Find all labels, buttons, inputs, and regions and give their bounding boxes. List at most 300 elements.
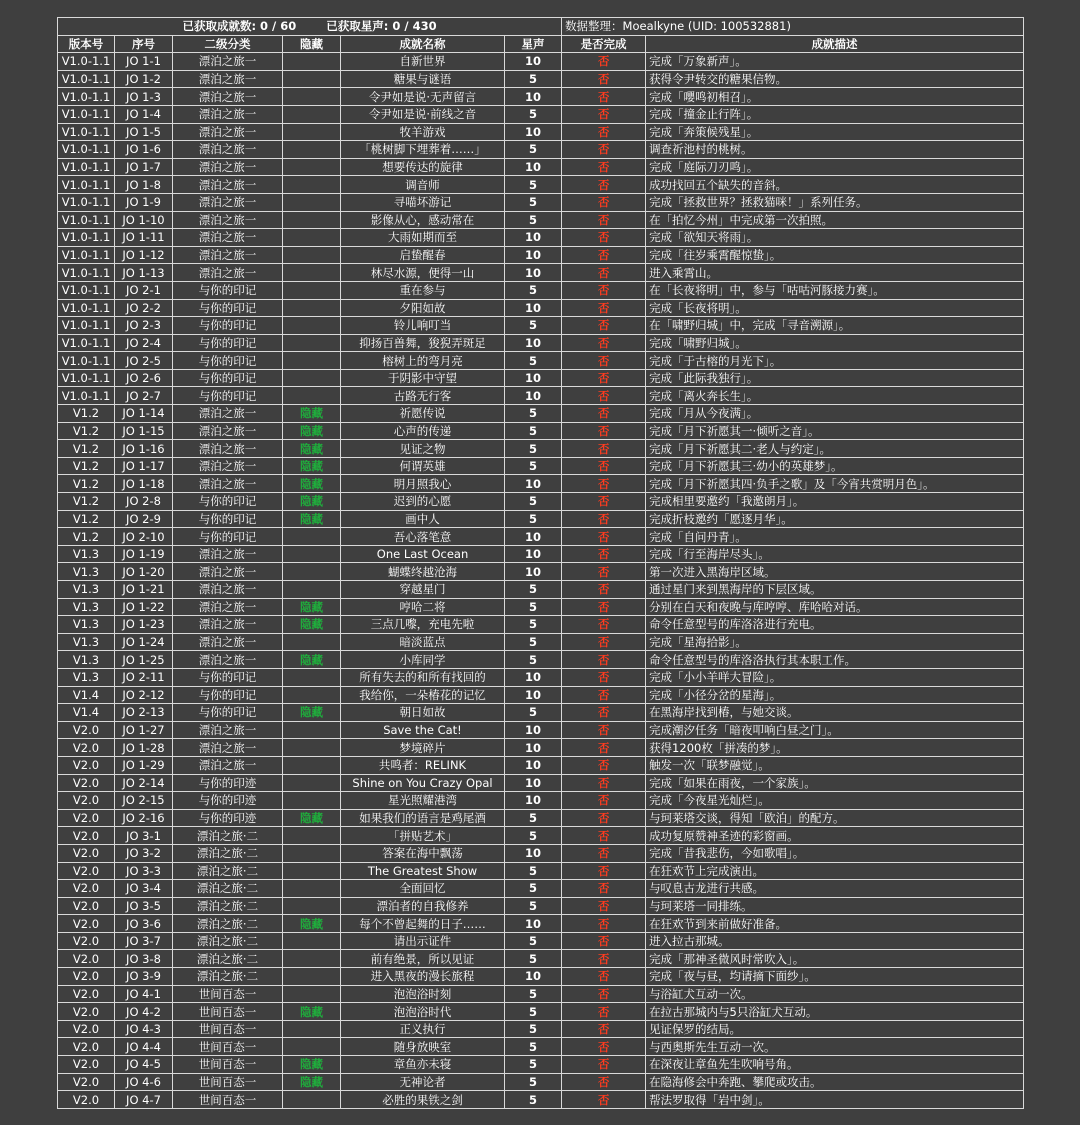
cell-desc: 在隐海修会中奔跑、攀爬或攻击。	[646, 1073, 1024, 1091]
cell-done: 否	[562, 317, 646, 335]
cell-done: 否	[562, 246, 646, 264]
cell-category: 漂泊之旅·二	[173, 880, 283, 898]
cell-seq: JO 3-4	[115, 880, 173, 898]
cell-done: 否	[562, 457, 646, 475]
table-row	[58, 475, 1024, 493]
cell-hidden: 隐藏	[283, 475, 341, 493]
cell-desc: 完成折枝邀约「愿逐月华」。	[646, 510, 1024, 528]
cell-hidden	[283, 246, 341, 264]
cell-category: 世间百态一	[173, 1091, 283, 1109]
cell-seq: JO 2-10	[115, 528, 173, 546]
cell-seq: JO 1-19	[115, 545, 173, 563]
cell-hidden	[283, 369, 341, 387]
cell-stars: 5	[505, 493, 562, 511]
cell-hidden	[283, 721, 341, 739]
cell-seq: JO 1-12	[115, 246, 173, 264]
cell-hidden	[283, 528, 341, 546]
cell-category: 漂泊之旅一	[173, 598, 283, 616]
cell-hidden	[283, 141, 341, 159]
table-row	[58, 985, 1024, 1003]
cell-category: 漂泊之旅·二	[173, 862, 283, 880]
cell-seq: JO 4-4	[115, 1038, 173, 1056]
cell-version: V2.0	[58, 827, 115, 845]
cell-desc: 与珂莱塔交谈，得知「欧泊」的配方。	[646, 809, 1024, 827]
cell-category: 漂泊之旅一	[173, 88, 283, 106]
table-row	[58, 844, 1024, 862]
cell-category: 漂泊之旅一	[173, 457, 283, 475]
table-row	[58, 246, 1024, 264]
cell-desc: 在深夜让章鱼先生吹响号角。	[646, 1056, 1024, 1074]
cell-seq: JO 1-17	[115, 457, 173, 475]
table-row	[58, 897, 1024, 915]
cell-seq: JO 1-3	[115, 88, 173, 106]
table-row	[58, 721, 1024, 739]
cell-category: 世间百态一	[173, 985, 283, 1003]
cell-category: 漂泊之旅·二	[173, 915, 283, 933]
cell-version: V1.0-1.1	[58, 123, 115, 141]
cell-hidden	[283, 176, 341, 194]
cell-category: 漂泊之旅一	[173, 246, 283, 264]
cell-version: V2.0	[58, 1073, 115, 1091]
cell-stars: 5	[505, 1091, 562, 1109]
cell-hidden: 隐藏	[283, 405, 341, 423]
cell-done: 否	[562, 704, 646, 722]
cell-name: 我给你，一朵椿花的记忆	[341, 686, 505, 704]
cell-done: 否	[562, 862, 646, 880]
cell-seq: JO 1-22	[115, 598, 173, 616]
cell-hidden: 隐藏	[283, 1073, 341, 1091]
cell-stars: 5	[505, 317, 562, 335]
cell-done: 否	[562, 792, 646, 810]
cell-done: 否	[562, 774, 646, 792]
cell-desc: 完成相里要邀约「我邀朗月」。	[646, 493, 1024, 511]
table-row	[58, 123, 1024, 141]
cell-name: 每个不曾起舞的日子……	[341, 915, 505, 933]
table-row	[58, 1038, 1024, 1056]
cell-done: 否	[562, 545, 646, 563]
cell-stars: 10	[505, 264, 562, 282]
cell-done: 否	[562, 598, 646, 616]
cell-name: 前有绝景，所以见证	[341, 950, 505, 968]
cell-hidden	[283, 264, 341, 282]
cell-version: V1.0-1.1	[58, 334, 115, 352]
table-row	[58, 528, 1024, 546]
cell-hidden	[283, 123, 341, 141]
cell-seq: JO 2-7	[115, 387, 173, 405]
cell-hidden	[283, 792, 341, 810]
cell-name: 祈愿传说	[341, 405, 505, 423]
cell-name: 抑扬百兽舞，狻猊弄斑足	[341, 334, 505, 352]
cell-hidden	[283, 88, 341, 106]
cell-version: V2.0	[58, 932, 115, 950]
cell-version: V1.4	[58, 686, 115, 704]
header-seq: 序号	[115, 35, 173, 53]
table-row	[58, 862, 1024, 880]
cell-category: 与你的印记	[173, 299, 283, 317]
cell-stars: 5	[505, 1056, 562, 1074]
cell-stars: 5	[505, 1020, 562, 1038]
cell-seq: JO 1-23	[115, 616, 173, 634]
cell-desc: 完成「月下祈愿其四·负手之歌」及「今宵共赏明月色」。	[646, 475, 1024, 493]
cell-stars: 10	[505, 369, 562, 387]
cell-category: 漂泊之旅一	[173, 545, 283, 563]
cell-version: V2.0	[58, 1091, 115, 1109]
cell-done: 否	[562, 369, 646, 387]
cell-seq: JO 4-3	[115, 1020, 173, 1038]
cell-desc: 完成「长夜将明」。	[646, 299, 1024, 317]
cell-hidden	[283, 193, 341, 211]
cell-done: 否	[562, 563, 646, 581]
cell-version: V1.0-1.1	[58, 53, 115, 71]
summary-row	[58, 18, 1024, 36]
cell-name: 夕阳如故	[341, 299, 505, 317]
cell-category: 漂泊之旅一	[173, 141, 283, 159]
cell-name: 暗淡蓝点	[341, 633, 505, 651]
cell-stars: 5	[505, 985, 562, 1003]
cell-desc: 与西奥斯先生互动一次。	[646, 1038, 1024, 1056]
table-row	[58, 668, 1024, 686]
cell-seq: JO 4-5	[115, 1056, 173, 1074]
cell-category: 漂泊之旅·二	[173, 897, 283, 915]
cell-stars: 5	[505, 176, 562, 194]
achievements-count: 已获取成就数: 0 / 60	[182, 19, 297, 34]
cell-stars: 10	[505, 229, 562, 247]
cell-version: V1.3	[58, 616, 115, 634]
cell-desc: 完成「啸野归城」。	[646, 334, 1024, 352]
cell-version: V1.2	[58, 493, 115, 511]
cell-category: 漂泊之旅一	[173, 70, 283, 88]
cell-done: 否	[562, 809, 646, 827]
table-row	[58, 581, 1024, 599]
table-row	[58, 792, 1024, 810]
table-row	[58, 493, 1024, 511]
cell-name: 章鱼亦未寝	[341, 1056, 505, 1074]
cell-desc: 完成「昔我悲伤，今如歌唱」。	[646, 844, 1024, 862]
cell-desc: 完成「星海拾影」。	[646, 633, 1024, 651]
cell-category: 漂泊之旅一	[173, 193, 283, 211]
cell-desc: 完成「如果在雨夜，一个家族」。	[646, 774, 1024, 792]
cell-version: V1.2	[58, 475, 115, 493]
cell-desc: 完成「拯救世界？拯救猫咪！」系列任务。	[646, 193, 1024, 211]
cell-stars: 10	[505, 686, 562, 704]
cell-seq: JO 2-3	[115, 317, 173, 335]
cell-hidden	[283, 581, 341, 599]
cell-category: 与你的印记	[173, 317, 283, 335]
cell-category: 与你的印迹	[173, 809, 283, 827]
cell-desc: 完成「欲知天将雨」。	[646, 229, 1024, 247]
cell-desc: 触发一次「联梦融觉」。	[646, 756, 1024, 774]
cell-seq: JO 2-2	[115, 299, 173, 317]
cell-done: 否	[562, 299, 646, 317]
cell-desc: 完成「此际我独行」。	[646, 369, 1024, 387]
cell-version: V2.0	[58, 739, 115, 757]
cell-version: V1.3	[58, 633, 115, 651]
cell-done: 否	[562, 211, 646, 229]
table-row	[58, 809, 1024, 827]
cell-category: 世间百态一	[173, 1038, 283, 1056]
cell-desc: 完成「自问丹青」。	[646, 528, 1024, 546]
cell-category: 漂泊之旅一	[173, 651, 283, 669]
cell-stars: 10	[505, 968, 562, 986]
cell-name: 吾心落笔意	[341, 528, 505, 546]
header-done: 是否完成	[562, 35, 646, 53]
cell-seq: JO 2-16	[115, 809, 173, 827]
cell-seq: JO 1-20	[115, 563, 173, 581]
cell-seq: JO 4-2	[115, 1003, 173, 1021]
cell-done: 否	[562, 334, 646, 352]
cell-stars: 5	[505, 827, 562, 845]
cell-version: V2.0	[58, 721, 115, 739]
cell-hidden: 隐藏	[283, 1056, 341, 1074]
cell-desc: 完成「往岁乘霄醒惊蛰」。	[646, 246, 1024, 264]
cell-desc: 完成「小小羊咩大冒险」。	[646, 668, 1024, 686]
cell-stars: 5	[505, 193, 562, 211]
cell-desc: 完成「今夜星光灿烂」。	[646, 792, 1024, 810]
table-row	[58, 53, 1024, 71]
cell-hidden	[283, 317, 341, 335]
cell-seq: JO 2-1	[115, 281, 173, 299]
cell-seq: JO 2-9	[115, 510, 173, 528]
table-row	[58, 352, 1024, 370]
cell-seq: JO 1-24	[115, 633, 173, 651]
cell-seq: JO 3-3	[115, 862, 173, 880]
cell-done: 否	[562, 281, 646, 299]
cell-seq: JO 3-5	[115, 897, 173, 915]
cell-desc: 完成潮汐任务「暗夜叩响白昼之门」。	[646, 721, 1024, 739]
cell-name: 「拼贴艺术」	[341, 827, 505, 845]
table-row	[58, 440, 1024, 458]
cell-desc: 命令任意型号的库洛洛执行其本职工作。	[646, 651, 1024, 669]
cell-version: V1.2	[58, 405, 115, 423]
cell-seq: JO 2-4	[115, 334, 173, 352]
cell-stars: 5	[505, 1038, 562, 1056]
cell-category: 与你的印记	[173, 668, 283, 686]
cell-stars: 5	[505, 457, 562, 475]
cell-name: 三点几嚟，充电先啦	[341, 616, 505, 634]
cell-name: 穿越星门	[341, 581, 505, 599]
cell-stars: 10	[505, 545, 562, 563]
cell-desc: 完成「行至海岸尽头」。	[646, 545, 1024, 563]
cell-stars: 10	[505, 792, 562, 810]
cell-version: V1.0-1.1	[58, 70, 115, 88]
cell-done: 否	[562, 264, 646, 282]
cell-version: V2.0	[58, 880, 115, 898]
cell-category: 漂泊之旅一	[173, 53, 283, 71]
table-row	[58, 334, 1024, 352]
cell-version: V2.0	[58, 1056, 115, 1074]
cell-name: 牧羊游戏	[341, 123, 505, 141]
cell-version: V1.3	[58, 545, 115, 563]
cell-done: 否	[562, 1091, 646, 1109]
cell-stars: 10	[505, 387, 562, 405]
cell-hidden	[283, 1020, 341, 1038]
table-row	[58, 457, 1024, 475]
table-row	[58, 704, 1024, 722]
cell-hidden	[283, 53, 341, 71]
cell-hidden	[283, 968, 341, 986]
cell-stars: 5	[505, 897, 562, 915]
cell-hidden: 隐藏	[283, 440, 341, 458]
cell-seq: JO 3-1	[115, 827, 173, 845]
cell-done: 否	[562, 844, 646, 862]
cell-desc: 完成「月下祈愿其三·幼小的英雄梦」。	[646, 457, 1024, 475]
cell-seq: JO 1-15	[115, 422, 173, 440]
cell-desc: 获得1200枚「拼凑的梦」。	[646, 739, 1024, 757]
cell-category: 与你的印记	[173, 352, 283, 370]
cell-hidden: 隐藏	[283, 651, 341, 669]
cell-version: V1.3	[58, 651, 115, 669]
cell-category: 与你的印记	[173, 387, 283, 405]
cell-version: V1.0-1.1	[58, 299, 115, 317]
cell-stars: 10	[505, 158, 562, 176]
cell-name: 画中人	[341, 510, 505, 528]
cell-done: 否	[562, 950, 646, 968]
table-row	[58, 932, 1024, 950]
cell-hidden	[283, 950, 341, 968]
cell-stars: 5	[505, 405, 562, 423]
cell-desc: 完成「小径分岔的星海」。	[646, 686, 1024, 704]
cell-category: 与你的印迹	[173, 792, 283, 810]
cell-version: V2.0	[58, 985, 115, 1003]
cell-done: 否	[562, 616, 646, 634]
cell-version: V1.0-1.1	[58, 193, 115, 211]
cell-stars: 10	[505, 721, 562, 739]
cell-category: 漂泊之旅一	[173, 105, 283, 123]
table-row	[58, 281, 1024, 299]
cell-stars: 5	[505, 598, 562, 616]
cell-done: 否	[562, 1003, 646, 1021]
cell-done: 否	[562, 1020, 646, 1038]
cell-desc: 调查祈池村的桃树。	[646, 141, 1024, 159]
cell-hidden: 隐藏	[283, 915, 341, 933]
cell-desc: 与叹息古龙进行共感。	[646, 880, 1024, 898]
summary-counts	[58, 18, 562, 36]
cell-category: 漂泊之旅·二	[173, 950, 283, 968]
cell-desc: 成功复原赞神圣迹的彩窗画。	[646, 827, 1024, 845]
cell-done: 否	[562, 581, 646, 599]
cell-name: 请出示证件	[341, 932, 505, 950]
cell-category: 漂泊之旅一	[173, 475, 283, 493]
table-row	[58, 739, 1024, 757]
cell-name: One Last Ocean	[341, 545, 505, 563]
cell-name: 全面回忆	[341, 880, 505, 898]
cell-hidden	[283, 352, 341, 370]
cell-stars: 10	[505, 88, 562, 106]
cell-stars: 5	[505, 352, 562, 370]
table-row	[58, 880, 1024, 898]
cell-seq: JO 1-10	[115, 211, 173, 229]
cell-desc: 与珂莱塔一同排练。	[646, 897, 1024, 915]
cell-stars: 5	[505, 422, 562, 440]
cell-name: 小库同学	[341, 651, 505, 669]
cell-seq: JO 4-7	[115, 1091, 173, 1109]
cell-version: V1.0-1.1	[58, 141, 115, 159]
table-row	[58, 369, 1024, 387]
cell-seq: JO 2-5	[115, 352, 173, 370]
cell-done: 否	[562, 880, 646, 898]
cell-done: 否	[562, 827, 646, 845]
cell-seq: JO 1-2	[115, 70, 173, 88]
cell-seq: JO 1-28	[115, 739, 173, 757]
cell-version: V1.0-1.1	[58, 264, 115, 282]
cell-desc: 完成「嚶鸣初相召」。	[646, 88, 1024, 106]
cell-name: 古路无行客	[341, 387, 505, 405]
table-row	[58, 158, 1024, 176]
cell-done: 否	[562, 897, 646, 915]
cell-seq: JO 1-14	[115, 405, 173, 423]
cell-done: 否	[562, 352, 646, 370]
cell-version: V1.0-1.1	[58, 387, 115, 405]
cell-version: V1.2	[58, 528, 115, 546]
cell-version: V1.2	[58, 440, 115, 458]
cell-seq: JO 1-25	[115, 651, 173, 669]
cell-stars: 10	[505, 299, 562, 317]
cell-hidden	[283, 563, 341, 581]
cell-category: 世间百态一	[173, 1020, 283, 1038]
cell-stars: 10	[505, 915, 562, 933]
cell-desc: 在狂欢节到来前做好准备。	[646, 915, 1024, 933]
cell-version: V2.0	[58, 809, 115, 827]
cell-desc: 在黑海岸找到椿，与她交谈。	[646, 704, 1024, 722]
cell-hidden	[283, 862, 341, 880]
table-row	[58, 510, 1024, 528]
cell-hidden	[283, 1091, 341, 1109]
cell-hidden	[283, 158, 341, 176]
cell-category: 漂泊之旅一	[173, 581, 283, 599]
cell-desc: 帮法罗取得「岩中剑」。	[646, 1091, 1024, 1109]
cell-done: 否	[562, 493, 646, 511]
cell-name: 进入黑夜的漫长旅程	[341, 968, 505, 986]
cell-category: 漂泊之旅一	[173, 563, 283, 581]
cell-desc: 在「拍忆今州」中完成第一次拍照。	[646, 211, 1024, 229]
cell-category: 与你的印记	[173, 493, 283, 511]
header-name: 成就名称	[341, 35, 505, 53]
table-row	[58, 1056, 1024, 1074]
cell-desc: 完成「夜与昼，均请摘下面纱」。	[646, 968, 1024, 986]
table-row	[58, 633, 1024, 651]
cell-seq: JO 1-13	[115, 264, 173, 282]
cell-hidden: 隐藏	[283, 493, 341, 511]
cell-seq: JO 1-21	[115, 581, 173, 599]
cell-version: V1.2	[58, 510, 115, 528]
cell-stars: 5	[505, 950, 562, 968]
cell-desc: 成功找回五个缺失的音斜。	[646, 176, 1024, 194]
cell-stars: 10	[505, 53, 562, 71]
cell-category: 漂泊之旅一	[173, 739, 283, 757]
cell-seq: JO 2-8	[115, 493, 173, 511]
cell-category: 漂泊之旅·二	[173, 844, 283, 862]
cell-hidden	[283, 897, 341, 915]
cell-seq: JO 2-11	[115, 668, 173, 686]
cell-done: 否	[562, 440, 646, 458]
cell-done: 否	[562, 176, 646, 194]
cell-name: 共鸣者：RELINK	[341, 756, 505, 774]
cell-version: V1.0-1.1	[58, 211, 115, 229]
table-row	[58, 950, 1024, 968]
cell-stars: 10	[505, 528, 562, 546]
cell-hidden	[283, 334, 341, 352]
cell-desc: 命令任意型号的库洛洛进行充电。	[646, 616, 1024, 634]
cell-name: 于阴影中守望	[341, 369, 505, 387]
table-row	[58, 915, 1024, 933]
cell-name: 铃儿响叮当	[341, 317, 505, 335]
cell-hidden: 隐藏	[283, 598, 341, 616]
cell-stars: 5	[505, 141, 562, 159]
header-desc: 成就描述	[646, 35, 1024, 53]
cell-version: V2.0	[58, 897, 115, 915]
header-category: 二级分类	[173, 35, 283, 53]
cell-hidden: 隐藏	[283, 457, 341, 475]
